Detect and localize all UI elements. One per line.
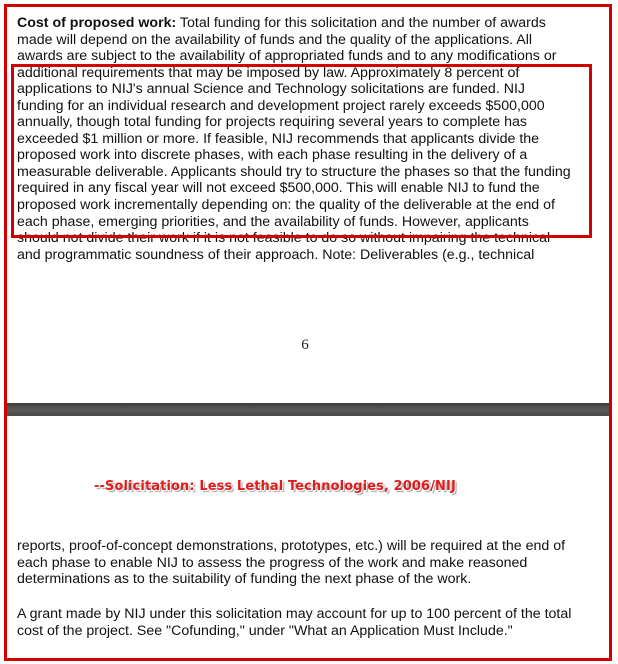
text-line: should not divide their work if it is not feasible to do so without impairing the technical — [17, 230, 551, 247]
solicitation-citation: --Solicitation: Less Lethal Technologies, 2006/NIJ — [94, 479, 456, 494]
deliverables-continuation-paragraph — [17, 538, 599, 588]
text-line: Total funding for this solicitation and the number of awards — [179, 15, 546, 31]
text-line: funding for an individual research and development project rarely exceeds $500,000 — [17, 97, 545, 114]
text-line: awards are subject to the availability of appropriated funds and to any modifications or — [17, 48, 557, 65]
paragraph-lead-heading: Cost of proposed work: — [17, 15, 177, 31]
text-line: proposed work incrementally depending on: the quality of the deliverable at the end of — [17, 197, 555, 214]
text-line: cost of the project. See "Cofunding," under "What an Application Must Include." — [17, 622, 513, 639]
text-line: and programmatic soundness of their approach. Note: Deliverables (e.g., technical — [17, 246, 535, 263]
text-line: determinations as to the suitability of funding the next phase of the work. — [17, 571, 472, 588]
text-line: required in any fiscal year will not exceed $500,000. This will enable NIJ to fund the — [17, 180, 540, 197]
text-line: each phase, emerging priorities, and the availability of funds. However, applicants — [17, 213, 529, 230]
page-number: 6 — [301, 337, 309, 353]
grant-percentage-paragraph — [17, 606, 599, 639]
text-line: additional requirements that may be imposed by law. Approximately 8 percent of — [17, 64, 520, 81]
text-line: A grant made by NIJ under this solicitation may account for up to 100 percent of the total — [17, 606, 572, 622]
document-page-top — [7, 7, 609, 403]
text-line: exceeded $1 million or more. If feasible, NIJ recommends that applicants divide the — [17, 130, 540, 147]
page-divider — [7, 403, 609, 416]
text-line: reports, proof-of-concept demonstrations, prototypes, etc.) will be required at the end of — [17, 538, 566, 554]
text-line: annually, though total funding for projects requiring several years to complete has — [17, 114, 527, 131]
text-line: measurable deliverable. Applicants should try to structure the phases so that the funding — [17, 163, 571, 180]
cost-of-proposed-work-paragraph — [17, 15, 597, 263]
text-line: applications to NIJ's annual Science and Technology solicitations are funded. NIJ — [17, 81, 525, 98]
text-line: made will depend on the availability of funds and the quality of the applications. All — [17, 31, 533, 48]
text-line: proposed work into discrete phases, with each phase resulting in the delivery of a — [17, 147, 528, 164]
text-line: each phase to enable NIJ to assess the progress of the work and make reasoned — [17, 554, 528, 571]
